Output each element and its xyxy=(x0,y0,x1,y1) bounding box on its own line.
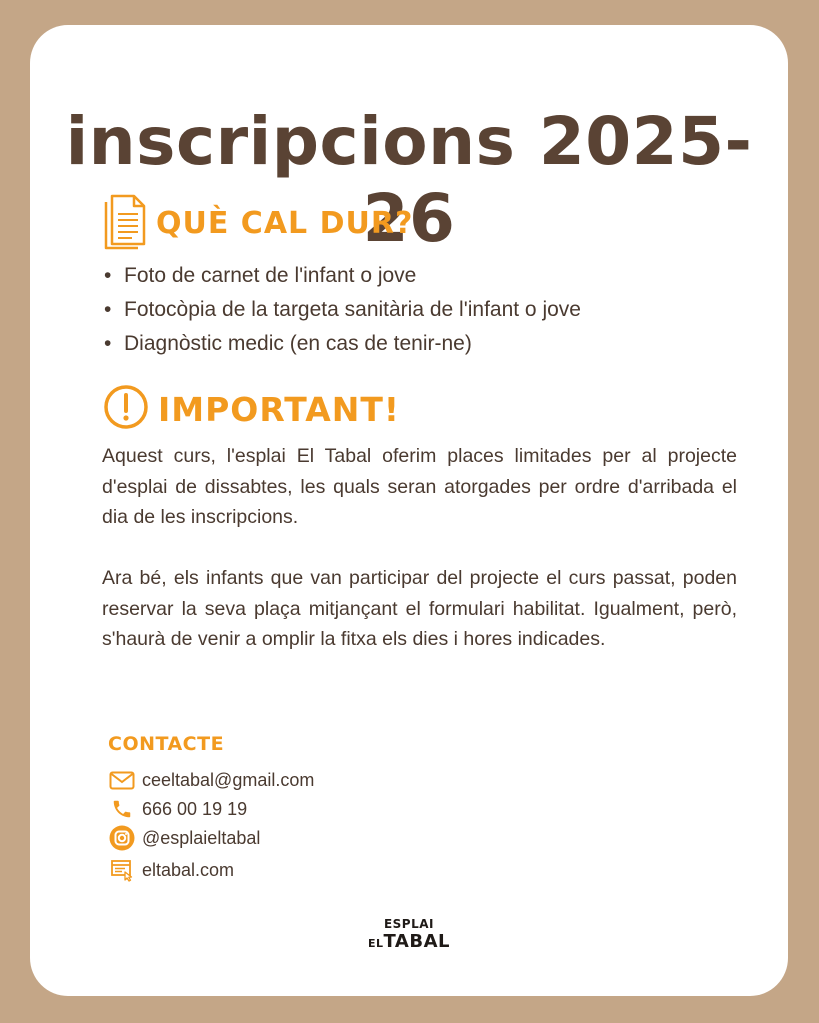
page-title: inscripcions 2025-26 xyxy=(65,103,753,257)
section-what-to-bring-heading: QUÈ CAL DUR? xyxy=(156,206,414,241)
contact-heading: CONTACTE xyxy=(108,733,225,755)
poster-card xyxy=(30,25,788,996)
contact-email[interactable] xyxy=(108,768,314,792)
section-important-header xyxy=(102,383,400,436)
envelope-icon xyxy=(108,768,136,792)
list-item: • Diagnòstic medic (en cas de tenir-ne) xyxy=(104,332,472,355)
contact-website[interactable] xyxy=(108,858,234,882)
important-paragraph-2: Ara bé, els infants que van participar del projecte el curs passat, poden reservar la seva plaça mitjançant el formulari habilitat. Igualment, però, s'haurà de venir a omplir la fitxa els dies i hores indicades. xyxy=(102,567,737,650)
web-browser-icon xyxy=(108,858,136,882)
section-what-to-bring-header xyxy=(102,192,413,255)
logo-line-2: ELTABAL xyxy=(368,931,450,952)
list-item: • Fotocòpia de la targeta sanitària de l'infant o jove xyxy=(104,298,581,321)
contact-phone[interactable] xyxy=(108,797,247,821)
contact-instagram[interactable] xyxy=(108,826,260,850)
exclamation-circle-icon xyxy=(102,383,150,436)
phone-icon xyxy=(108,797,136,821)
requirements-list xyxy=(104,259,581,361)
contact-website-text[interactable]: eltabal.com xyxy=(142,859,235,880)
list-item: • Foto de carnet de l'infant o jove xyxy=(104,264,417,287)
contact-email-text[interactable]: ceeltabal@gmail.com xyxy=(142,769,315,790)
document-icon xyxy=(102,192,148,255)
important-paragraph-1: Aquest curs, l'esplai El Tabal oferim places limitades per al projecte d'esplai de dissabtes, les quals seran atorgades per ordre d'arribada el dia de les inscripcions. xyxy=(102,445,737,528)
esplai-el-tabal-logo xyxy=(30,915,788,953)
contact-phone-text[interactable]: 666 00 19 19 xyxy=(142,798,248,819)
contact-instagram-text[interactable]: @esplaieltabal xyxy=(142,827,261,848)
logo-line-1: ESPLAI xyxy=(383,917,435,931)
instagram-icon xyxy=(108,826,136,850)
section-important-heading: IMPORTANT! xyxy=(158,390,400,429)
